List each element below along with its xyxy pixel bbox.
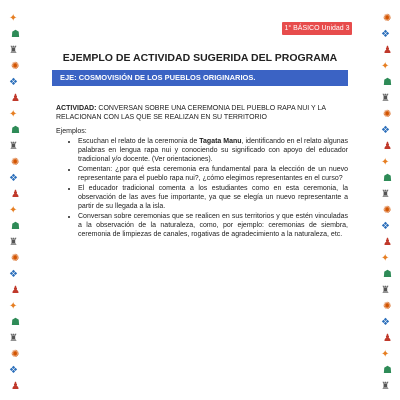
totem-icon: ♜ (381, 381, 390, 392)
figure-icon: ♟ (11, 381, 20, 392)
activity-label: ACTIVIDAD: (56, 105, 97, 112)
example-text: Conversan sobre ceremonias que se realicen en sus territorios y que estén vinculadas a la observación de la naturaleza, como, por ejemplo: ceremonias de siembra, ceremonia de limpiezas de canales, rogativas de agradecimiento a la naturaleza, etc. (78, 213, 348, 238)
star-icon: ✺ (11, 253, 20, 264)
page-title: EJEMPLO DE ACTIVIDAD SUGERIDA DEL PROGRAMA (62, 52, 338, 64)
mask-icon: ☗ (11, 221, 20, 232)
star-icon: ✺ (383, 301, 392, 312)
star-icon: ✺ (11, 349, 20, 360)
list-item (78, 165, 348, 183)
mask-icon: ☗ (11, 29, 20, 40)
totem-icon: ♜ (9, 141, 18, 152)
bird-icon: ✦ (9, 301, 18, 312)
example-text-continued: , identificando en el relato algunas palabras en lengua rapa nui y conociendo su significado con apoyo del educador tradicional y/o docente. (Ver orientaciones). (78, 138, 348, 163)
bird-icon: ✦ (381, 349, 390, 360)
decorative-border-right (372, 0, 400, 400)
fish-icon: ❖ (381, 125, 390, 136)
figure-icon: ♟ (11, 285, 20, 296)
activity-section (56, 104, 348, 122)
star-icon: ✺ (11, 157, 20, 168)
example-bold-term: Tagata Manu (199, 138, 242, 145)
mask-icon: ☗ (11, 317, 20, 328)
fish-icon: ❖ (9, 269, 18, 280)
totem-icon: ♜ (381, 285, 390, 296)
examples-label: Ejemplos: (56, 128, 87, 135)
star-icon: ✺ (383, 109, 392, 120)
mask-icon: ☗ (383, 77, 392, 88)
star-icon: ✺ (383, 205, 392, 216)
fish-icon: ❖ (9, 173, 18, 184)
fish-icon: ❖ (9, 77, 18, 88)
activity-text: CONVERSAN SOBRE UNA CEREMONIA DEL PUEBLO RAPA NUI Y LA RELACIONAN CON LAS QUE SE REALIZAN EN SU TERRITORIO (56, 105, 326, 121)
mask-icon: ☗ (383, 269, 392, 280)
totem-icon: ♜ (9, 237, 18, 248)
decorative-border-left (0, 0, 28, 400)
totem-icon: ♜ (381, 189, 390, 200)
figure-icon: ♟ (11, 189, 20, 200)
figure-icon: ♟ (383, 237, 392, 248)
figure-icon: ♟ (383, 45, 392, 56)
fish-icon: ❖ (381, 221, 390, 232)
list-item (78, 184, 348, 211)
mask-icon: ☗ (383, 365, 392, 376)
list-item (78, 137, 348, 164)
totem-icon: ♜ (9, 333, 18, 344)
figure-icon: ♟ (383, 141, 392, 152)
grade-unit-badge: 1° BÁSICO Unidad 3 (282, 22, 352, 35)
totem-icon: ♜ (381, 93, 390, 104)
bird-icon: ✦ (9, 205, 18, 216)
example-text: Comentan: ¿por qué esta ceremonia era fundamental para la elección de un nuevo representante para el pueblo rapa nui?, ¿cómo elegimos representantes en el curso? (78, 166, 348, 182)
examples-list (56, 137, 348, 240)
fish-icon: ❖ (9, 365, 18, 376)
bird-icon: ✦ (9, 109, 18, 120)
example-text: El educador tradicional comenta a los estudiantes como en esta ceremonia, la observación de las aves fue importante, ya que se elegía un nuevo representante a partir de su llegada a la isla. (78, 185, 348, 210)
mask-icon: ☗ (383, 173, 392, 184)
mask-icon: ☗ (11, 125, 20, 136)
star-icon: ✺ (11, 61, 20, 72)
example-text: Escuchan el relato de la ceremonia de (78, 138, 200, 145)
list-item (78, 212, 348, 239)
fish-icon: ❖ (381, 317, 390, 328)
bird-icon: ✦ (381, 61, 390, 72)
figure-icon: ♟ (383, 333, 392, 344)
totem-icon: ♜ (9, 45, 18, 56)
eje-banner: EJE: COSMOVISIÓN DE LOS PUEBLOS ORIGINARIOS. (52, 70, 348, 86)
figure-icon: ♟ (11, 93, 20, 104)
bird-icon: ✦ (381, 157, 390, 168)
bird-icon: ✦ (9, 13, 18, 24)
bird-icon: ✦ (381, 253, 390, 264)
star-icon: ✺ (383, 13, 392, 24)
fish-icon: ❖ (381, 29, 390, 40)
